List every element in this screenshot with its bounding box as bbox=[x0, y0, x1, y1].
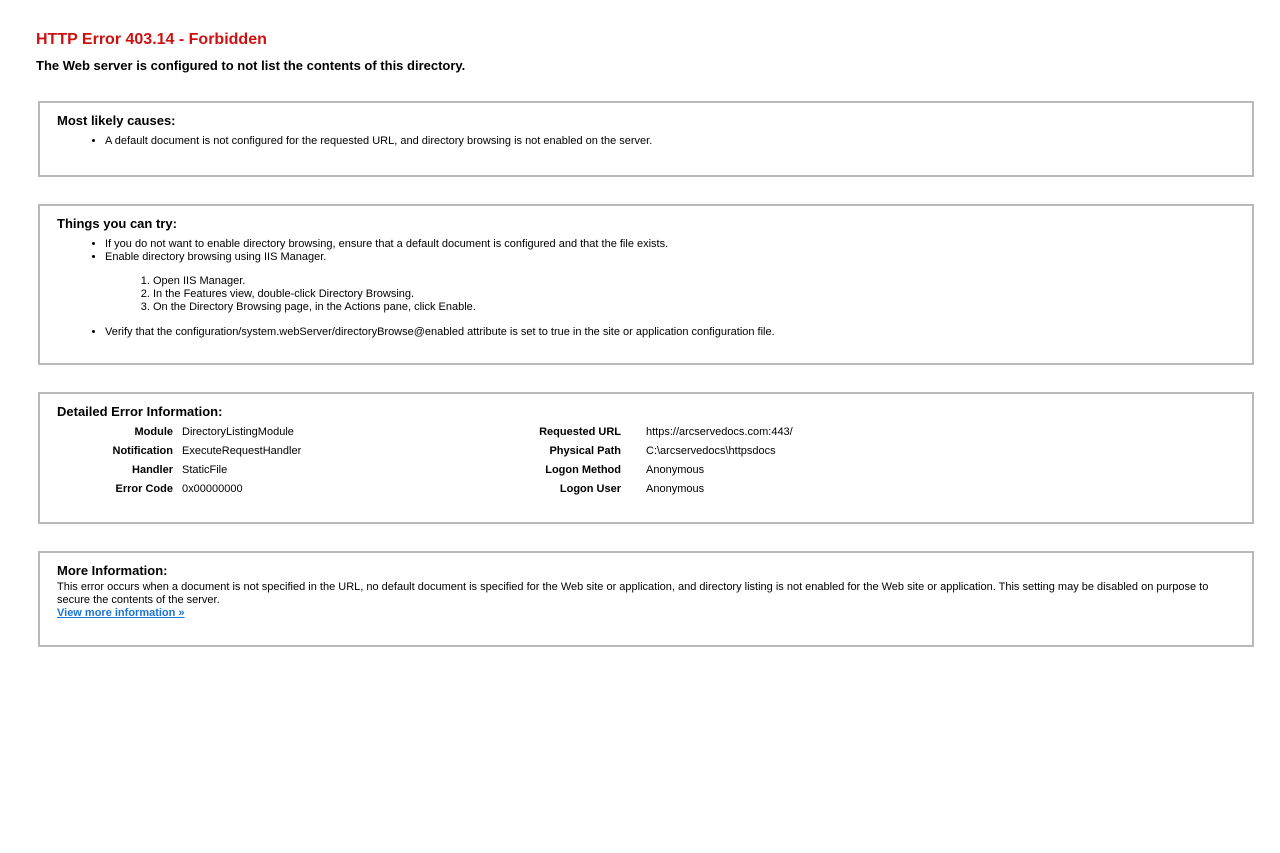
table-row bbox=[57, 426, 793, 445]
things-to-try-section bbox=[38, 204, 1254, 365]
detail-label: Module bbox=[134, 426, 173, 438]
detailed-error-section bbox=[38, 392, 1254, 524]
step-item: 1. Open IIS Manager. bbox=[153, 275, 1234, 288]
details-heading: Detailed Error Information: bbox=[57, 404, 223, 419]
list-item-text: Enable directory browsing using IIS Manager. bbox=[105, 251, 327, 263]
detail-value: StaticFile bbox=[182, 464, 228, 476]
causes-list bbox=[57, 135, 1234, 148]
causes-section bbox=[38, 101, 1254, 177]
try-list bbox=[57, 238, 1234, 339]
details-table bbox=[57, 426, 793, 502]
list-item: • Verify that the configuration/system.webServer/directoryBrowse@enabled attribute is set to true in the site or application configuration file. bbox=[105, 326, 1234, 339]
detail-value: Anonymous bbox=[646, 464, 705, 476]
detail-value: https://arcservedocs.com:443/ bbox=[646, 426, 793, 438]
table-row bbox=[57, 483, 793, 502]
list-item: • If you do not want to enable directory browsing, ensure that a default document is configured and that the file exists. bbox=[105, 238, 1234, 251]
detail-label: Logon User bbox=[559, 483, 621, 495]
more-heading: More Information: bbox=[57, 563, 168, 578]
detail-label: Error Code bbox=[115, 483, 173, 495]
detail-label: Physical Path bbox=[549, 445, 621, 457]
detail-label: Requested URL bbox=[539, 426, 621, 438]
more-information-section bbox=[38, 551, 1254, 647]
error-subtitle: The Web server is configured to not list the contents of this directory. bbox=[36, 58, 466, 73]
detail-value: Anonymous bbox=[646, 483, 705, 495]
view-more-information-link[interactable]: View more information » bbox=[57, 607, 185, 619]
detail-value: 0x00000000 bbox=[182, 483, 243, 495]
steps-list bbox=[105, 275, 1234, 314]
table-row bbox=[57, 445, 793, 464]
step-item: 2. In the Features view, double-click Directory Browsing. bbox=[153, 288, 1234, 301]
step-item: 3. On the Directory Browsing page, in the Actions pane, click Enable. bbox=[153, 301, 1234, 314]
try-heading: Things you can try: bbox=[57, 216, 177, 231]
detail-label: Logon Method bbox=[545, 464, 621, 476]
list-item: • A default document is not configured for the requested URL, and directory browsing is not enabled on the server. bbox=[105, 135, 1234, 148]
list-item bbox=[105, 251, 1234, 314]
more-description: This error occurs when a document is not specified in the URL, no default document is specified for the Web site or application, and directory listing is not enabled for the Web site or application. This setting may be disabled on purpose to secure the contents of the server. bbox=[57, 581, 1209, 606]
detail-label: Notification bbox=[112, 445, 173, 457]
table-row bbox=[57, 464, 793, 483]
error-title: HTTP Error 403.14 - Forbidden bbox=[36, 31, 267, 48]
causes-heading: Most likely causes: bbox=[57, 113, 176, 128]
detail-value: C:\arcservedocs\httpsdocs bbox=[646, 445, 776, 457]
detail-value: DirectoryListingModule bbox=[182, 426, 294, 438]
detail-value: ExecuteRequestHandler bbox=[182, 445, 302, 457]
detail-label: Handler bbox=[132, 464, 173, 476]
